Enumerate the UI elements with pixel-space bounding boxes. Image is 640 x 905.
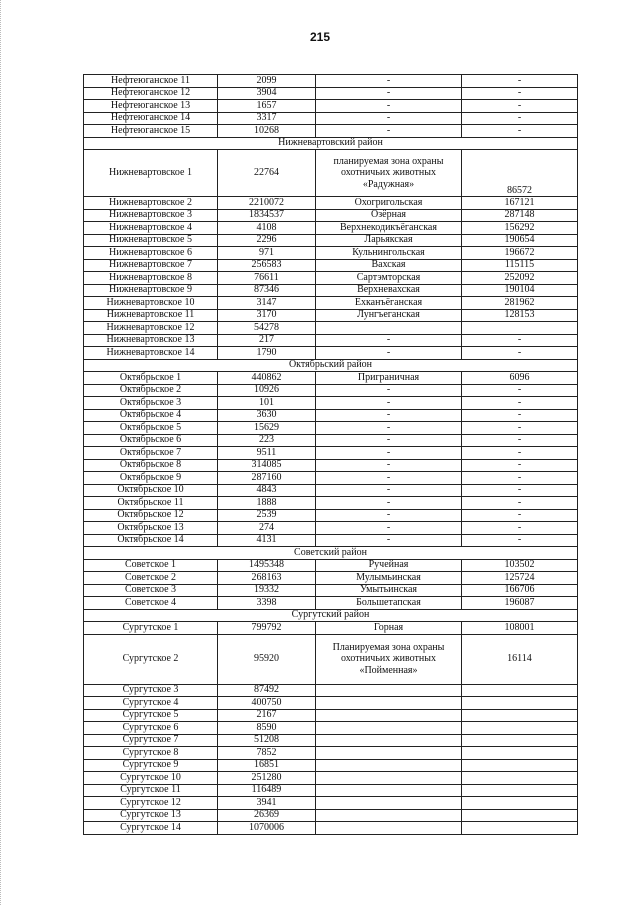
table-row — [84, 497, 578, 510]
table-row — [84, 209, 578, 222]
protected-area-cell: 115115 — [462, 259, 578, 272]
protected-zone-cell — [316, 759, 462, 772]
zone-name-cell: Сургутское 13 — [84, 809, 218, 822]
zone-name-cell: Нижневартовское 3 — [84, 209, 218, 222]
zone-name-cell: Нижневартовское 9 — [84, 284, 218, 297]
table-row — [84, 597, 578, 610]
protected-zone-cell: Большетапская — [316, 597, 462, 610]
table-row — [84, 384, 578, 397]
protected-zone-cell — [316, 709, 462, 722]
zone-name-cell: Октябрьское 4 — [84, 409, 218, 422]
protected-zone-cell — [316, 784, 462, 797]
zones-table-body — [84, 75, 578, 835]
protected-area-cell: - — [462, 100, 578, 113]
table-row — [84, 334, 578, 347]
zone-name-cell: Нефтеюганское 14 — [84, 112, 218, 125]
zone-name-cell: Сургутское 1 — [84, 622, 218, 635]
zone-name-cell: Нижневартовское 13 — [84, 334, 218, 347]
zone-name-cell: Нижневартовское 7 — [84, 259, 218, 272]
area-cell: 10926 — [218, 384, 316, 397]
protected-area-cell: - — [462, 334, 578, 347]
protected-area-cell — [462, 772, 578, 785]
area-cell: 3398 — [218, 597, 316, 610]
zone-name-cell: Октябрьское 5 — [84, 422, 218, 435]
zone-name-cell: Октябрьское 3 — [84, 397, 218, 410]
protected-zone-cell: Охогригольская — [316, 197, 462, 210]
zone-name-cell: Нижневартовское 12 — [84, 322, 218, 335]
section-header-row — [84, 609, 578, 622]
zone-name-cell: Нефтеюганское 13 — [84, 100, 218, 113]
table-row — [84, 234, 578, 247]
area-cell: 2210072 — [218, 197, 316, 210]
protected-zone-cell: планируемая зона охраны охотничьих животных «Радужная» — [316, 150, 462, 197]
table-row — [84, 125, 578, 138]
area-cell: 7852 — [218, 747, 316, 760]
protected-zone-cell: Планируемая зона охраны охотничьих животных «Пойменная» — [316, 634, 462, 684]
table-row — [84, 75, 578, 88]
area-cell: 440862 — [218, 372, 316, 385]
table-row — [84, 272, 578, 285]
zone-name-cell: Сургутское 7 — [84, 734, 218, 747]
protected-area-cell: - — [462, 509, 578, 522]
zone-name-cell: Сургутское 6 — [84, 722, 218, 735]
protected-area-cell: 281962 — [462, 297, 578, 310]
area-cell: 54278 — [218, 322, 316, 335]
area-cell: 314085 — [218, 459, 316, 472]
protected-area-cell: - — [462, 409, 578, 422]
area-cell: 26369 — [218, 809, 316, 822]
section-title: Октябрьский район — [84, 359, 578, 372]
protected-zone-cell: Ручейная — [316, 559, 462, 572]
table-row — [84, 759, 578, 772]
zone-name-cell: Сургутское 3 — [84, 684, 218, 697]
area-cell: 971 — [218, 247, 316, 260]
area-cell: 2539 — [218, 509, 316, 522]
area-cell: 256583 — [218, 259, 316, 272]
area-cell: 1790 — [218, 347, 316, 360]
protected-area-cell: 108001 — [462, 622, 578, 635]
protected-area-cell: 6096 — [462, 372, 578, 385]
protected-area-cell: - — [462, 472, 578, 485]
table-row — [84, 822, 578, 835]
protected-area-cell: - — [462, 522, 578, 535]
protected-area-cell: 190654 — [462, 234, 578, 247]
protected-area-cell — [462, 809, 578, 822]
protected-area-cell — [462, 722, 578, 735]
table-row — [84, 472, 578, 485]
area-cell: 10268 — [218, 125, 316, 138]
area-cell: 287160 — [218, 472, 316, 485]
table-row — [84, 797, 578, 810]
protected-zone-cell: Мулымьинская — [316, 572, 462, 585]
protected-zone-cell: - — [316, 75, 462, 88]
protected-zone-cell: Умытьинская — [316, 584, 462, 597]
protected-area-cell: - — [462, 75, 578, 88]
zone-name-cell: Сургутское 5 — [84, 709, 218, 722]
table-row — [84, 734, 578, 747]
protected-zone-cell — [316, 822, 462, 835]
zone-name-cell: Октябрьское 1 — [84, 372, 218, 385]
protected-area-cell — [462, 734, 578, 747]
zone-name-cell: Нефтеюганское 15 — [84, 125, 218, 138]
table-row — [84, 322, 578, 335]
protected-area-cell: 103502 — [462, 559, 578, 572]
zone-name-cell: Сургутское 4 — [84, 697, 218, 710]
area-cell: 15629 — [218, 422, 316, 435]
table-row — [84, 397, 578, 410]
section-title: Сургутский район — [84, 609, 578, 622]
zone-name-cell: Сургутское 2 — [84, 634, 218, 684]
protected-area-cell — [462, 784, 578, 797]
section-title: Советский район — [84, 547, 578, 560]
protected-zone-cell: Горная — [316, 622, 462, 635]
table-row — [84, 347, 578, 360]
zone-name-cell: Октябрьское 9 — [84, 472, 218, 485]
table-row — [84, 784, 578, 797]
table-row — [84, 697, 578, 710]
section-header-row — [84, 547, 578, 560]
protected-zone-cell: - — [316, 422, 462, 435]
protected-zone-cell: Вахская — [316, 259, 462, 272]
protected-zone-cell: - — [316, 409, 462, 422]
area-cell: 1834537 — [218, 209, 316, 222]
protected-zone-cell — [316, 809, 462, 822]
table-row — [84, 809, 578, 822]
area-cell: 268163 — [218, 572, 316, 585]
zone-name-cell: Советское 4 — [84, 597, 218, 610]
table-row — [84, 584, 578, 597]
area-cell: 101 — [218, 397, 316, 410]
protected-zone-cell — [316, 797, 462, 810]
protected-zone-cell — [316, 684, 462, 697]
protected-zone-cell: - — [316, 87, 462, 100]
table-row — [84, 247, 578, 260]
area-cell: 217 — [218, 334, 316, 347]
table-row — [84, 434, 578, 447]
zone-name-cell: Советское 1 — [84, 559, 218, 572]
protected-area-cell — [462, 684, 578, 697]
protected-zone-cell: - — [316, 334, 462, 347]
section-header-row — [84, 359, 578, 372]
area-cell: 9511 — [218, 447, 316, 460]
zone-name-cell: Сургутское 14 — [84, 822, 218, 835]
zone-name-cell: Сургутское 10 — [84, 772, 218, 785]
area-cell: 4843 — [218, 484, 316, 497]
protected-area-cell — [462, 709, 578, 722]
area-cell: 51208 — [218, 734, 316, 747]
area-cell: 3317 — [218, 112, 316, 125]
zone-name-cell: Нижневартовское 10 — [84, 297, 218, 310]
table-row — [84, 297, 578, 310]
zone-name-cell: Октябрьское 2 — [84, 384, 218, 397]
zone-name-cell: Сургутское 11 — [84, 784, 218, 797]
zone-name-cell: Нижневартовское 1 — [84, 150, 218, 197]
protected-zone-cell: - — [316, 125, 462, 138]
table-row — [84, 100, 578, 113]
protected-zone-cell: - — [316, 534, 462, 547]
zone-name-cell: Октябрьское 7 — [84, 447, 218, 460]
protected-area-cell: - — [462, 497, 578, 510]
protected-area-cell: 252092 — [462, 272, 578, 285]
section-header-row — [84, 137, 578, 150]
table-row — [84, 259, 578, 272]
area-cell: 87492 — [218, 684, 316, 697]
protected-zone-cell: - — [316, 522, 462, 535]
table-row — [84, 197, 578, 210]
protected-area-cell: 166706 — [462, 584, 578, 597]
area-cell: 4108 — [218, 222, 316, 235]
protected-area-cell: - — [462, 87, 578, 100]
area-cell: 76611 — [218, 272, 316, 285]
protected-zone-cell: - — [316, 459, 462, 472]
area-cell: 87346 — [218, 284, 316, 297]
zone-name-cell: Нефтеюганское 12 — [84, 87, 218, 100]
zone-name-cell: Октябрьское 10 — [84, 484, 218, 497]
area-cell: 16851 — [218, 759, 316, 772]
area-cell: 8590 — [218, 722, 316, 735]
area-cell: 95920 — [218, 634, 316, 684]
protected-zone-cell: - — [316, 472, 462, 485]
area-cell: 4131 — [218, 534, 316, 547]
zone-name-cell: Сургутское 8 — [84, 747, 218, 760]
area-cell: 1888 — [218, 497, 316, 510]
table-row — [84, 509, 578, 522]
protected-area-cell: 190104 — [462, 284, 578, 297]
protected-area-cell: 16114 — [462, 634, 578, 684]
table-row — [84, 522, 578, 535]
area-cell: 3630 — [218, 409, 316, 422]
zone-name-cell: Нижневартовское 5 — [84, 234, 218, 247]
area-cell: 223 — [218, 434, 316, 447]
table-row — [84, 622, 578, 635]
table-row — [84, 709, 578, 722]
table-row — [84, 484, 578, 497]
protected-zone-cell: - — [316, 384, 462, 397]
protected-area-cell: - — [462, 422, 578, 435]
table-row — [84, 572, 578, 585]
protected-area-cell: 287148 — [462, 209, 578, 222]
protected-zone-cell: - — [316, 112, 462, 125]
scan-edge — [0, 0, 7, 905]
protected-area-cell: - — [462, 112, 578, 125]
protected-zone-cell: Кульнингольская — [316, 247, 462, 260]
area-cell: 2167 — [218, 709, 316, 722]
zones-table — [83, 74, 578, 835]
protected-zone-cell: - — [316, 434, 462, 447]
protected-zone-cell: - — [316, 100, 462, 113]
protected-zone-cell — [316, 697, 462, 710]
area-cell: 3941 — [218, 797, 316, 810]
table-row — [84, 772, 578, 785]
area-cell: 799792 — [218, 622, 316, 635]
zone-name-cell: Нижневартовское 4 — [84, 222, 218, 235]
table-row — [84, 559, 578, 572]
page-number: 215 — [309, 30, 331, 44]
protected-zone-cell: - — [316, 397, 462, 410]
protected-zone-cell: - — [316, 447, 462, 460]
zone-name-cell: Нижневартовское 2 — [84, 197, 218, 210]
zone-name-cell: Октябрьское 12 — [84, 509, 218, 522]
table-row — [84, 747, 578, 760]
protected-area-cell — [462, 322, 578, 335]
zone-name-cell: Октябрьское 11 — [84, 497, 218, 510]
protected-area-cell — [462, 797, 578, 810]
table-row — [84, 150, 578, 197]
protected-area-cell: - — [462, 534, 578, 547]
protected-area-cell: 196087 — [462, 597, 578, 610]
area-cell: 19332 — [218, 584, 316, 597]
protected-area-cell — [462, 697, 578, 710]
zone-name-cell: Советское 3 — [84, 584, 218, 597]
zone-name-cell: Октябрьское 13 — [84, 522, 218, 535]
protected-area-cell: - — [462, 447, 578, 460]
protected-area-cell: 128153 — [462, 309, 578, 322]
zone-name-cell: Нижневартовское 6 — [84, 247, 218, 260]
protected-area-cell: - — [462, 459, 578, 472]
protected-zone-cell — [316, 747, 462, 760]
table-row — [84, 409, 578, 422]
area-cell: 1657 — [218, 100, 316, 113]
protected-area-cell — [462, 759, 578, 772]
zone-name-cell: Нефтеюганское 11 — [84, 75, 218, 88]
zone-name-cell: Сургутское 9 — [84, 759, 218, 772]
table-row — [84, 222, 578, 235]
table-row — [84, 684, 578, 697]
table-row — [84, 447, 578, 460]
area-cell: 251280 — [218, 772, 316, 785]
table-row — [84, 422, 578, 435]
area-cell: 116489 — [218, 784, 316, 797]
table-row — [84, 372, 578, 385]
protected-area-cell: 125724 — [462, 572, 578, 585]
protected-area-cell — [462, 747, 578, 760]
table-row — [84, 722, 578, 735]
protected-zone-cell — [316, 322, 462, 335]
protected-area-cell — [462, 822, 578, 835]
area-cell: 2099 — [218, 75, 316, 88]
zone-name-cell: Советское 2 — [84, 572, 218, 585]
area-cell: 2296 — [218, 234, 316, 247]
zone-name-cell: Октябрьское 6 — [84, 434, 218, 447]
protected-area-cell: 167121 — [462, 197, 578, 210]
protected-zone-cell: Приграничная — [316, 372, 462, 385]
protected-zone-cell: - — [316, 497, 462, 510]
area-cell: 274 — [218, 522, 316, 535]
zone-name-cell: Нижневартовское 14 — [84, 347, 218, 360]
protected-zone-cell — [316, 722, 462, 735]
section-title: Нижневартовский район — [84, 137, 578, 150]
protected-zone-cell: Ларьякская — [316, 234, 462, 247]
table-row — [84, 309, 578, 322]
protected-area-cell: 156292 — [462, 222, 578, 235]
protected-zone-cell: - — [316, 509, 462, 522]
protected-area-cell: - — [462, 434, 578, 447]
protected-area-cell: - — [462, 397, 578, 410]
zone-name-cell: Октябрьское 14 — [84, 534, 218, 547]
zone-name-cell: Сургутское 12 — [84, 797, 218, 810]
area-cell: 3170 — [218, 309, 316, 322]
protected-zone-cell — [316, 772, 462, 785]
protected-area-cell: 196672 — [462, 247, 578, 260]
area-cell: 400750 — [218, 697, 316, 710]
table-row — [84, 459, 578, 472]
protected-zone-cell — [316, 734, 462, 747]
protected-area-cell: - — [462, 125, 578, 138]
table-row — [84, 534, 578, 547]
zone-name-cell: Нижневартовское 11 — [84, 309, 218, 322]
protected-zone-cell: Верхнекодикъёганская — [316, 222, 462, 235]
area-cell: 1070006 — [218, 822, 316, 835]
protected-zone-cell: Верхневахская — [316, 284, 462, 297]
table-row — [84, 634, 578, 684]
protected-zone-cell: Ехканъёганская — [316, 297, 462, 310]
area-cell: 3147 — [218, 297, 316, 310]
protected-zone-cell: Лунгъеганская — [316, 309, 462, 322]
protected-area-cell: - — [462, 384, 578, 397]
protected-zone-cell: Озёрная — [316, 209, 462, 222]
table-row — [84, 112, 578, 125]
protected-area-cell: 86572 — [462, 150, 578, 197]
protected-zone-cell: - — [316, 484, 462, 497]
area-cell: 3904 — [218, 87, 316, 100]
protected-zone-cell: - — [316, 347, 462, 360]
zone-name-cell: Нижневартовское 8 — [84, 272, 218, 285]
table-row — [84, 284, 578, 297]
table-row — [84, 87, 578, 100]
protected-area-cell: - — [462, 484, 578, 497]
area-cell: 22764 — [218, 150, 316, 197]
protected-zone-cell: Сартэмторская — [316, 272, 462, 285]
area-cell: 1495348 — [218, 559, 316, 572]
zone-name-cell: Октябрьское 8 — [84, 459, 218, 472]
protected-area-cell: - — [462, 347, 578, 360]
